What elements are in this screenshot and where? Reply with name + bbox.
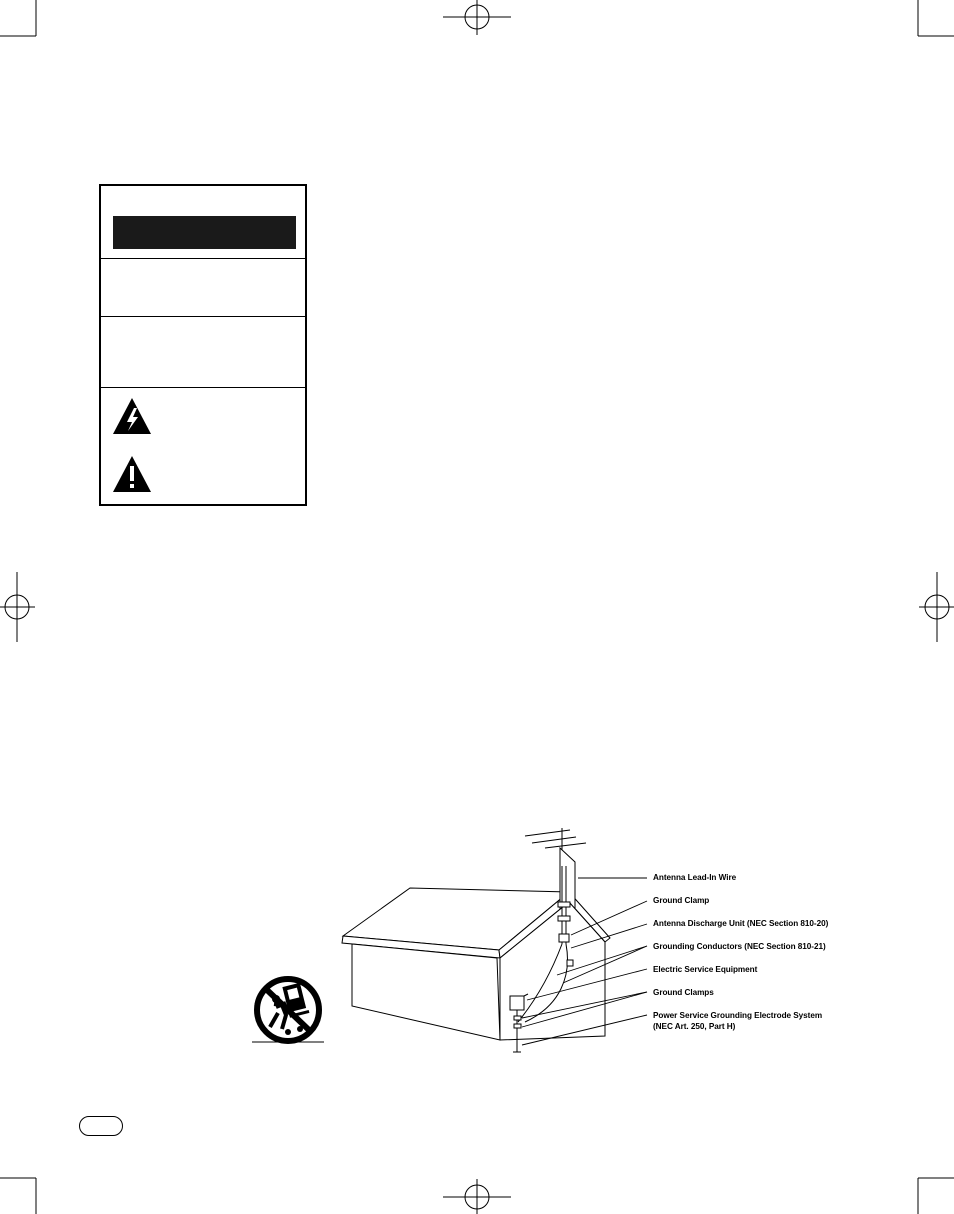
label-ground-clamps: Ground Clamps	[653, 988, 714, 997]
label-antenna-lead-in-wire: Antenna Lead-In Wire	[653, 873, 737, 882]
label-antenna-discharge-unit: Antenna Discharge Unit (NEC Section 810-20)	[653, 919, 829, 928]
label-power-service-grounding: Power Service Grounding Electrode System	[653, 1011, 823, 1020]
label-grounding-conductors: Grounding Conductors (NEC Section 810-21)	[653, 942, 826, 951]
label-ground-clamp: Ground Clamp	[653, 896, 710, 905]
label-nec-art-250: (NEC Art. 250, Part H)	[653, 1022, 736, 1031]
label-electric-service-equipment: Electric Service Equipment	[653, 965, 758, 974]
page-number-tab	[79, 1116, 123, 1136]
